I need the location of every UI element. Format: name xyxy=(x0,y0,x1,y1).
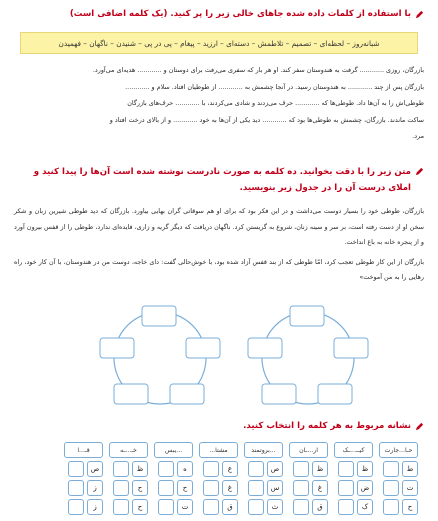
letter-row xyxy=(64,461,103,477)
section3-heading xyxy=(14,420,424,433)
letter-option[interactable] xyxy=(203,461,219,477)
letter-row xyxy=(244,480,283,496)
letter-option[interactable]: ظ xyxy=(312,461,328,477)
letter-row xyxy=(334,461,373,477)
letter-option[interactable]: ص xyxy=(267,461,283,477)
letter-option[interactable] xyxy=(158,499,174,515)
letter-option[interactable]: ق xyxy=(312,499,328,515)
word-with-blank: ...یبس xyxy=(154,442,193,458)
letter-option[interactable]: ظ xyxy=(132,461,148,477)
letter-row xyxy=(154,499,193,515)
letter-row xyxy=(334,499,373,515)
letter-row xyxy=(199,499,238,515)
pencil-icon xyxy=(415,10,424,19)
answer-box[interactable] xyxy=(142,306,176,326)
letter-row xyxy=(109,480,148,496)
word-choice-group xyxy=(244,442,283,515)
letter-option[interactable] xyxy=(203,480,219,496)
error-paragraph: بازرگان از این کار طوطی تعجب کرد، امّا طوطی که از بند قفس آزاد شده بود، با خوش‌حالی گفت: دای خاجه، دوست من در هندوستان، با آن کار خود، راه رهایی را به من آموخت» xyxy=(14,257,424,281)
letter-row xyxy=(154,480,193,496)
letter-option[interactable]: ع xyxy=(222,461,238,477)
letter-option[interactable] xyxy=(293,480,309,496)
answer-box[interactable] xyxy=(114,384,148,404)
word-with-blank: قـ...ا xyxy=(64,442,103,458)
word-bank xyxy=(20,32,418,54)
letter-row xyxy=(289,480,328,496)
answer-box[interactable] xyxy=(170,384,204,404)
letter-row xyxy=(199,461,238,477)
letter-option[interactable] xyxy=(248,461,264,477)
passage-line: مرد. xyxy=(412,132,424,141)
passage-line: بازرگان، روزی ............ گرفت به هندوستان سفر کند. او هر بار که سفری می‌رفت برای دوستان و ............ هدیه‌ای می‌آورد. xyxy=(92,66,424,74)
section3-title: نشانه مربوط به هر کلمه را انتخاب کنید. xyxy=(243,421,411,431)
answer-box[interactable] xyxy=(100,338,134,358)
passage-line: ساکت ماندند. بازرگان، چشمش به طوطی‌ها بود که ............ دید یکی از آن‌ها به خود ............ و از بالای درخت افتاد و xyxy=(109,115,424,124)
word-with-blank: کیــ...ـک xyxy=(334,442,373,458)
letter-option[interactable] xyxy=(338,499,354,515)
letter-option[interactable]: س xyxy=(267,480,283,496)
word-choice-group xyxy=(154,442,193,515)
letter-option[interactable] xyxy=(248,499,264,515)
letter-row xyxy=(334,480,373,496)
letter-option[interactable]: ح xyxy=(402,499,418,515)
word-choice-group xyxy=(64,442,103,515)
letter-option[interactable]: ث xyxy=(267,499,283,515)
pencil-icon xyxy=(415,422,424,431)
word-with-blank: حـا...جارت xyxy=(379,442,418,458)
fill-in-passage xyxy=(14,62,424,145)
letter-option[interactable] xyxy=(293,499,309,515)
letter-row xyxy=(244,461,283,477)
section1-title: با استفاده از کلمات داده شده جاهای خالی زیر را پر کنید. (یک کلمه اضافی است) xyxy=(69,9,411,19)
letter-option[interactable] xyxy=(158,461,174,477)
word-choice-group xyxy=(289,442,328,515)
passage-line: طوطی‌اش را به آن‌ها داد. طوطی‌ها که ............ حرف می‌زدند و شادی می‌کردند، با ............ حرف‌های بازرگان xyxy=(127,99,424,108)
letter-option[interactable] xyxy=(293,461,309,477)
letter-row xyxy=(109,461,148,477)
answer-box[interactable] xyxy=(318,384,352,404)
letter-option[interactable] xyxy=(338,480,354,496)
letter-row xyxy=(379,461,418,477)
word-bank-text: شبانه‌روز – لحظه‌ای – تصمیم – تلاطمش – دسته‌ای – ارزید – پیغام – پی در پی – شنیدن – ناگهان – فهمیدن xyxy=(58,38,380,48)
letter-option[interactable] xyxy=(203,499,219,515)
letter-row xyxy=(289,499,328,515)
letter-row xyxy=(64,499,103,515)
letter-option[interactable]: ض xyxy=(357,480,373,496)
letter-option[interactable]: ص xyxy=(87,461,103,477)
letter-option[interactable] xyxy=(158,480,174,496)
answer-ring-right xyxy=(238,298,378,420)
letter-option[interactable]: غ xyxy=(312,480,328,496)
pencil-icon xyxy=(415,167,424,176)
letter-option[interactable] xyxy=(68,499,84,515)
letter-option[interactable]: ت xyxy=(402,480,418,496)
section1-heading xyxy=(14,8,424,21)
answer-box[interactable] xyxy=(290,306,324,326)
letter-option[interactable]: ح xyxy=(132,480,148,496)
word-with-blank: مشتا... xyxy=(199,442,238,458)
word-choice-group xyxy=(199,442,238,515)
letter-option[interactable]: ح xyxy=(177,480,193,496)
word-choice-group xyxy=(334,442,373,515)
letter-option[interactable] xyxy=(383,461,399,477)
section2-title: متن زیر را با دقت بخوانید. ده کلمه به صورت نادرست نوشته شده است آن‌ها را پیدا کنید و املای درست آن را در جدول زیر بنویسید. xyxy=(33,167,411,193)
answer-box[interactable] xyxy=(186,338,220,358)
letter-option[interactable] xyxy=(68,480,84,496)
error-passage xyxy=(14,204,424,286)
section2-heading xyxy=(14,164,424,196)
letter-row xyxy=(154,461,193,477)
letter-row xyxy=(379,499,418,515)
letter-option[interactable]: ز xyxy=(87,499,103,515)
letter-option[interactable] xyxy=(248,480,264,496)
answer-box[interactable] xyxy=(334,338,368,358)
letter-option[interactable]: غ xyxy=(222,480,238,496)
letter-option[interactable]: ک xyxy=(357,499,373,515)
letter-choice-grids xyxy=(55,442,418,518)
word-choice-group xyxy=(379,442,418,515)
word-choice-group xyxy=(109,442,148,515)
letter-option[interactable]: ظ xyxy=(357,461,373,477)
word-with-blank: خـ...ـه xyxy=(109,442,148,458)
answer-box[interactable] xyxy=(262,384,296,404)
letter-row xyxy=(379,480,418,496)
word-with-blank: ...بروتمند xyxy=(244,442,283,458)
answer-ring-left xyxy=(90,298,230,420)
passage-line: بازرگان پس از چند ............ به هندوستان رسید. در آنجا چشمش به ............ از طوطیان افتاد. سلام و ............ xyxy=(125,82,424,91)
letter-option[interactable] xyxy=(338,461,354,477)
letter-option[interactable] xyxy=(383,499,399,515)
letter-option[interactable]: ه xyxy=(177,461,193,477)
letter-option[interactable] xyxy=(68,461,84,477)
letter-row xyxy=(244,499,283,515)
word-with-blank: ار...ـان xyxy=(289,442,328,458)
error-paragraph: بازرگان، طوطی خود را بسیار دوست می‌داشت و در این فکر بود که برای او هم سوقاتی گران بهایی بیاورد. بازرگان که دید طوطی شیرین زبان و شکر سخن او از دست رفته است، بر سر و سینه زنان، شروع به گریستن کرد. ناگهان دریافت که دیگر گریه و زاری، فایده‌ای ندارد، طوطی را از قفس بیرون آورد و از پنجره خانه به باغ انداخت. xyxy=(14,207,424,246)
letter-option[interactable] xyxy=(113,461,129,477)
letter-option[interactable] xyxy=(383,480,399,496)
answer-box[interactable] xyxy=(248,338,282,358)
letter-row xyxy=(199,480,238,496)
letter-row xyxy=(64,480,103,496)
letter-option[interactable] xyxy=(113,499,129,515)
letter-option[interactable]: ز xyxy=(87,480,103,496)
letter-option[interactable]: ح xyxy=(132,499,148,515)
letter-option[interactable] xyxy=(113,480,129,496)
letter-option[interactable]: ق xyxy=(222,499,238,515)
letter-row xyxy=(109,499,148,515)
letter-option[interactable]: ط xyxy=(402,461,418,477)
letter-option[interactable]: ت xyxy=(177,499,193,515)
letter-row xyxy=(289,461,328,477)
